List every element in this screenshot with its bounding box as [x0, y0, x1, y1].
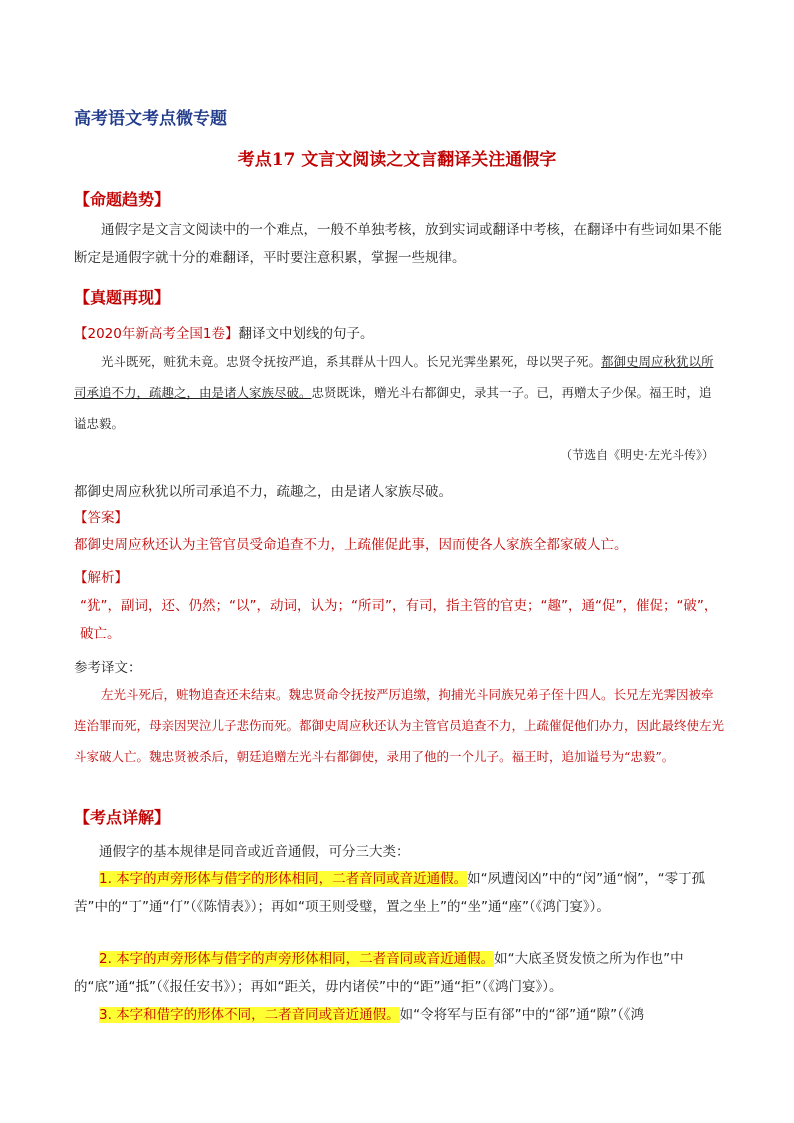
reference-text: 左光斗死后，赃物追查还未结束。魏忠贤命令抚按严厉追缴，拘捕光斗同族兄弟子侄十四人。长兄左光霁因被牵连治罪而死，母亲因哭泣儿子悲伤而死。都御史周应秋还认为主管官员追查不力，上疏催促他们办力，因此最终使左光斗家破人亡。魏忠贤被杀后，朝廷追赠左光斗右都御使，录用了他的一个儿子。福王时，追加谥号为“忠毅”。 — [74, 687, 725, 764]
passage-part-b: 忠贤既诛，赠光斗右都御史，录其一子。已，再赠太子少保。福王时，追谥忠毅。 — [74, 385, 712, 431]
rule-2-highlight: 2. 本字的声旁形体与借字的声旁形体相同，二者音同或音近通假。 — [99, 951, 495, 967]
rule-item-2 — [74, 945, 724, 1001]
rule-item-1 — [74, 865, 724, 921]
rule-3-text: 如“令将军与臣有郤”中的“郤”通“隙”（《鸿 — [399, 1007, 645, 1023]
answer-label: 【答案】 — [74, 510, 128, 526]
section-heading-trend: 【命题趋势】 — [74, 190, 171, 209]
rule-item-3 — [74, 1001, 724, 1029]
passage-underlined: 都御史周应秋犹以所司承追不力，疏趣之，由是诸人家族尽破。 — [74, 354, 714, 400]
rule-2-text: 如“大底圣贤发愤之所为作也”中的“底”通“抵”（《报任安书》）；再如“距关，毋内诸侯”中的“距”通“拒”（《鸿门宴》）。 — [74, 951, 684, 995]
passage-citation: （节选自《明史·左光斗传》） — [560, 448, 714, 462]
exam-prompt: 翻译文中划线的句子。 — [238, 326, 374, 342]
rule-1-text: 如“夙遭闵凶”中的“闵”通“悯”，“零丁孤苦”中的“丁”通“仃”（《陈情表》）；再如“项王则受璧，置之坐上”的“坐”通“座”（《鸿门宴》）。 — [74, 871, 706, 915]
passage-part-a: 光斗既死，赃犹未竟。忠贤令抚按严追，系其群从十四人。长兄光霁坐累死，母以哭子死。 — [101, 354, 602, 369]
exam-passage — [74, 346, 724, 439]
analysis-label: 【解析】 — [74, 570, 128, 586]
page-title: 考点17 文言文阅读之文言翻译关注通假字 — [237, 150, 557, 170]
exam-prompt-line — [74, 322, 373, 342]
exam-source-tag: 【2020年新高考全国1卷】 — [74, 326, 239, 342]
analysis-text: “犹”，副词，还、仍然；“以”，动词，认为；“所司”，有司，指主管的官吏；“趣”，通“促”，催促；“破”，破亡。 — [80, 598, 718, 642]
rule-1-highlight: 1. 本字的声旁形体与借字的形体相同，二者音同或音近通假。 — [99, 871, 468, 887]
trend-body: 通假字是文言文阅读中的一个难点，一般不单独考核，放到实词或翻译中考核，在翻译中有些词如果不能断定是通假字就十分的难翻译，平时要注意积累，掌握一些规律。 — [74, 222, 722, 266]
exam-sentence: 都御史周应秋犹以所司承追不力，疏趣之，由是诸人家族尽破。 — [74, 484, 452, 500]
section-heading-detail: 【考点详解】 — [74, 808, 171, 827]
detail-intro: 通假字的基本规律是同音或近音通假，可分三大类： — [99, 844, 410, 860]
section-heading-exam: 【真题再现】 — [74, 288, 171, 307]
reference-label: 参考译文： — [74, 660, 142, 676]
rule-3-highlight: 3. 本字和借字的形体不同，二者音同或音近通假。 — [99, 1007, 400, 1023]
series-title: 高考语文考点微专题 — [74, 109, 227, 129]
answer-text: 都御史周应秋还认为主管官员受命追查不力，上疏催促此事，因而使各人家族全都家破人亡。 — [74, 537, 628, 553]
